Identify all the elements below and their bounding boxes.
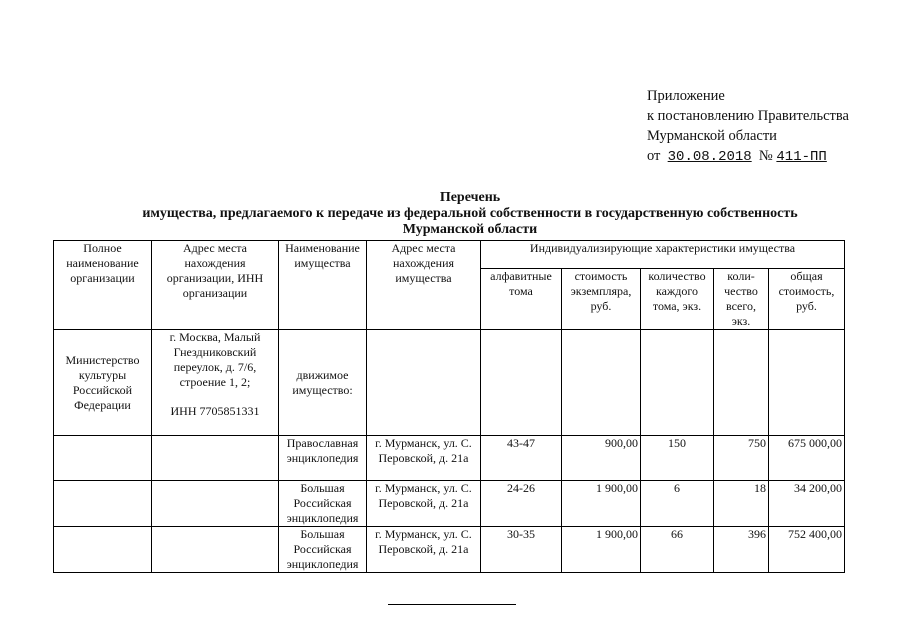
org-inn: ИНН 7705851331 [170,404,260,418]
row-qty-total: 750 [714,436,769,481]
org-address: г. Москва, Малый Гнездниковский переулок, д. 7/6, строение 1, 2; [169,330,261,389]
row-unit-cost: 900,00 [562,436,641,481]
number-prefix: № [758,148,773,164]
title-line-1: Перечень [439,190,501,205]
appendix-region: Мурманской области [647,128,777,144]
header-org-name: Полное наименование организации [54,241,152,330]
row-qty-total: 396 [714,527,769,573]
row-total-cost: 34 200,00 [769,481,845,527]
header-qty-each: количество каждого тома, экз. [641,269,714,330]
row-qty-each: 6 [641,481,714,527]
appendix-label: Приложение [647,88,725,104]
title-line-2: имущества, предлагаемого к передаче из федеральной собственности в государственную собственность [142,206,798,221]
row-property-name: Православная энциклопедия [279,436,367,481]
row-property-address: г. Мурманск, ул. С. Перовской, д. 21а [367,481,481,527]
property-category: движимое имущество: [279,330,367,436]
row-total-cost: 752 400,00 [769,527,845,573]
empty-cell [152,527,279,573]
row-volumes: 30-35 [481,527,562,573]
date-prefix: от [647,148,661,164]
footer-divider [388,604,516,605]
title-line-3: Мурманской области [402,222,538,237]
header-property-address: Адрес места нахождения имущества [367,241,481,330]
property-table [53,240,845,573]
table-row [54,481,845,527]
empty-cell [562,330,641,436]
appendix-header [647,86,849,167]
org-name: Министерство культуры Российской Федерации [54,330,152,436]
row-qty-total: 18 [714,481,769,527]
empty-cell [641,330,714,436]
row-unit-cost: 1 900,00 [562,481,641,527]
row-volumes: 43-47 [481,436,562,481]
header-total-cost: общая стоимость, руб. [769,269,845,330]
resolution-number: 411-ПП [776,149,827,165]
header-row-1 [54,241,845,269]
header-org-address: Адрес места нахождения организации, ИНН организации [152,241,279,330]
empty-cell [152,481,279,527]
row-property-name: Большая Российская энциклопедия [279,527,367,573]
org-address-cell [152,330,279,436]
empty-cell [367,330,481,436]
empty-cell [769,330,845,436]
empty-cell [54,481,152,527]
row-qty-each: 66 [641,527,714,573]
row-volumes: 24-26 [481,481,562,527]
row-total-cost: 675 000,00 [769,436,845,481]
header-qty-total: коли-чество всего, экз. [714,269,769,330]
document-title [40,190,900,238]
empty-cell [152,436,279,481]
row-unit-cost: 1 900,00 [562,527,641,573]
appendix-resolution: к постановлению Правительства [647,108,849,124]
row-property-name: Большая Российская энциклопедия [279,481,367,527]
header-property-name: Наименование имущества [279,241,367,330]
row-property-address: г. Мурманск, ул. С. Перовской, д. 21а [367,527,481,573]
empty-cell [714,330,769,436]
resolution-date: 30.08.2018 [667,149,752,165]
header-characteristics: Индивидуализирующие характеристики имущества [481,241,845,269]
row-property-address: г. Мурманск, ул. С. Перовской, д. 21а [367,436,481,481]
empty-cell [54,527,152,573]
header-unit-cost: стоимость экземпляра, руб. [562,269,641,330]
header-volumes: алфавитные тома [481,269,562,330]
row-qty-each: 150 [641,436,714,481]
appendix-date-line [647,146,849,167]
table-row [54,527,845,573]
org-row [54,330,845,436]
empty-cell [481,330,562,436]
empty-cell [54,436,152,481]
table-row [54,436,845,481]
